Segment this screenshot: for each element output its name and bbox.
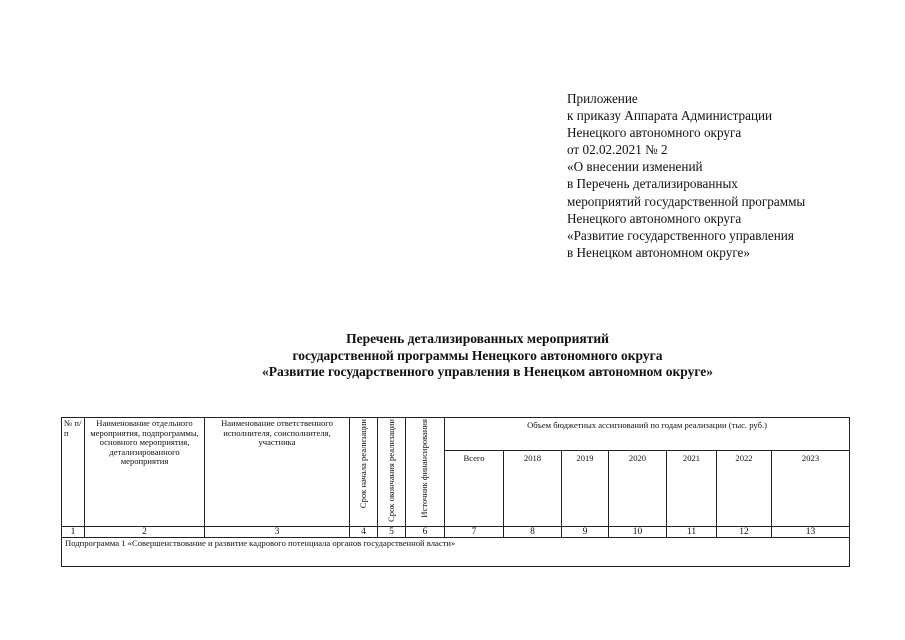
column-number: 6 — [406, 526, 445, 537]
header-year: 2020 — [609, 450, 667, 526]
header-year: 2018 — [504, 450, 562, 526]
measures-table — [61, 417, 850, 567]
header-year: 2022 — [717, 450, 772, 526]
title-line: «Развитие государственного управления в Ненецком автономном округе» — [261, 364, 714, 379]
header-total: Всего — [445, 450, 504, 526]
appendix-block — [567, 90, 805, 261]
column-number: 2 — [85, 526, 205, 537]
appendix-line: Ненецкого автономного округа — [567, 125, 742, 141]
title-line: государственной программы Ненецкого автономного округа — [292, 347, 663, 363]
header-source-cell — [406, 418, 445, 527]
appendix-line: в Ненецком автономном округе» — [567, 244, 751, 260]
appendix-line: в Перечень детализированных — [567, 176, 738, 192]
appendix-line: «Развитие государственного управления — [567, 227, 794, 243]
header-year: 2023 — [772, 450, 850, 526]
document-title — [0, 331, 905, 381]
column-number: 8 — [504, 526, 562, 537]
title-line: Перечень детализированных мероприятий — [346, 331, 609, 346]
appendix-line: Приложение — [567, 91, 638, 106]
header-num: № п/п — [62, 418, 85, 527]
header-end-cell — [378, 418, 406, 527]
column-number: 9 — [562, 526, 609, 537]
header-budget-group: Объем бюджетных ассигнований по годам реализации (тыс. руб.) — [445, 418, 850, 451]
column-number: 5 — [378, 526, 406, 537]
column-number: 7 — [445, 526, 504, 537]
header-start-cell — [350, 418, 378, 527]
appendix-line: от 02.02.2021 № 2 — [567, 142, 668, 158]
column-number: 11 — [667, 526, 717, 537]
column-number: 4 — [350, 526, 378, 537]
column-number-row — [62, 526, 850, 537]
appendix-line: мероприятий государственной программы — [567, 193, 806, 209]
header-name: Наименование отдельного мероприятия, подпрограммы, основного мероприятия, детализированного мероприятия — [85, 418, 205, 527]
subprogram-row — [62, 537, 850, 566]
appendix-line: Ненецкого автономного округа — [567, 210, 742, 226]
column-number: 10 — [609, 526, 667, 537]
column-number: 12 — [717, 526, 772, 537]
header-year: 2021 — [667, 450, 717, 526]
appendix-line: к приказу Аппарата Администрации — [567, 108, 773, 124]
header-start: Срок начала реализации — [357, 419, 368, 509]
column-number: 1 — [62, 526, 85, 537]
header-executor: Наименование ответственного исполнителя, соисполнителя, участника — [205, 418, 350, 527]
header-source: Источник финансирования — [419, 419, 430, 518]
header-end: Срок окончания реализации — [385, 419, 396, 523]
subprogram-title: Подпрограмма 1 «Совершенствование и развитие кадрового потенциала органов государственной власти» — [62, 537, 850, 566]
appendix-line: «О внесении изменений — [567, 159, 703, 175]
column-number: 3 — [205, 526, 350, 537]
header-year: 2019 — [562, 450, 609, 526]
column-number: 13 — [772, 526, 850, 537]
